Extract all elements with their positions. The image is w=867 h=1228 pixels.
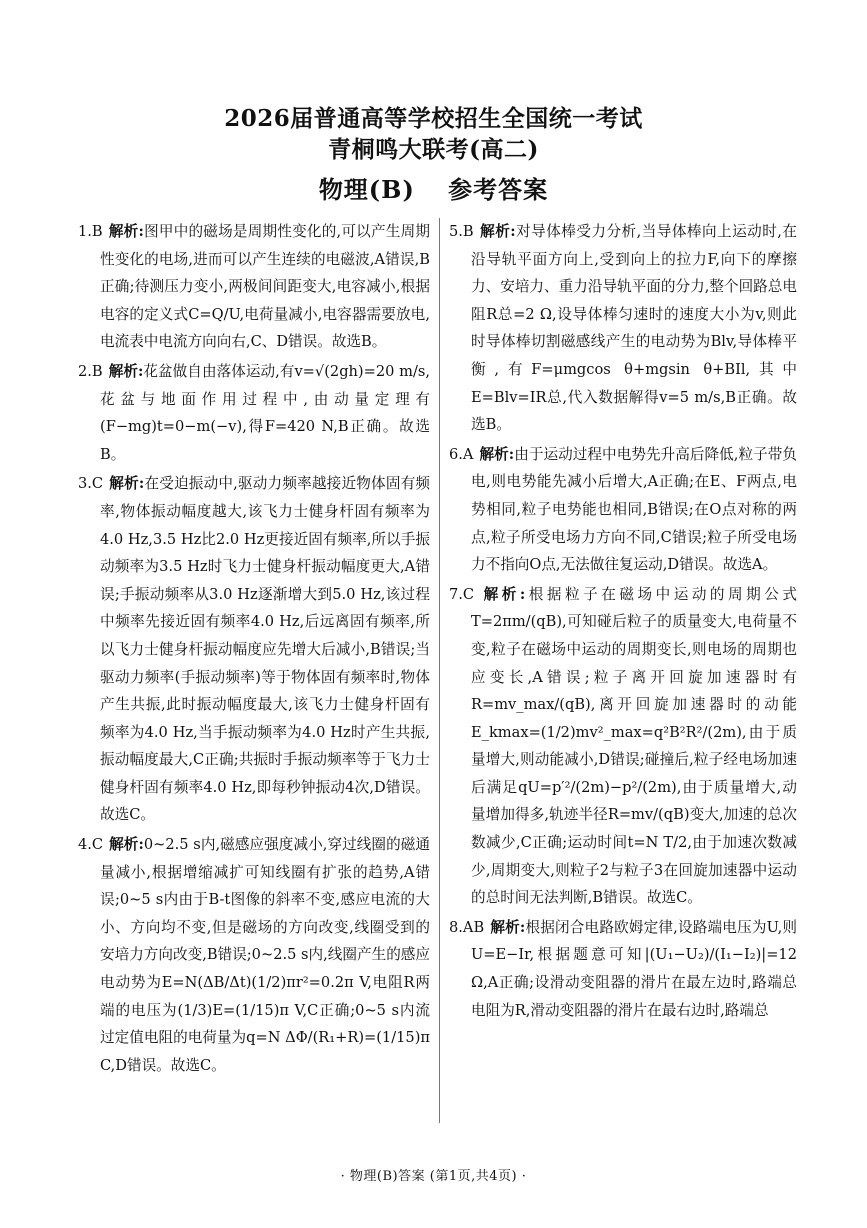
- analysis-label: 解析:: [479, 445, 515, 463]
- answer-item-6: [449, 441, 797, 579]
- question-number: 2.B: [78, 362, 103, 380]
- analysis-text: 在受迫振动中,驱动力频率越接近物体固有频率,物体振动幅度越大,该飞力士健身杆固有频率为4.0 Hz,3.5 Hz比2.0 Hz更接近固有频率,所以手振动频率为3.5 Hz时飞力士健身杆振动幅度更大,A错误;手振动频率从3.0 Hz逐渐增大到5.0 Hz,该过程中频率先接近固有频率4.0 Hz,后远离固有频率,所以飞力士健身杆振动幅度应先增大后减小,B错误;当驱动力频率(手振动频率)等于物体固有频率时,物体产生共振,此时振动幅度最大,该飞力士健身杆固有频率为4.0 Hz,当手振动频率为4.0 Hz时产生共振,振动幅度最大,C正确;共振时手振动频率等于飞力士健身杆固有频率4.0 Hz,即每秒钟振动4次,D错误。故选C。: [100, 475, 430, 824]
- analysis-text: 根据粒子在磁场中运动的周期公式T=2πm/(qB),可知碰后粒子的质量变大,电荷量不变,粒子在磁场中运动的周期变长,则电场的周期也应变长,A错误;粒子离开回旋加速器时有R=mv_max/(qB),离开回旋加速器时的动能E_kmax=(1/2)mv²_max=q²B²R²/(2m),由于质量增大,则动能减小,D错误;碰撞后,粒子经电场加速后满足qU=p′²/(2m)−p²/(2m),由于质量增大,动量增加得多,轨迹半径R=mv/(qB)变大,加速的总次数减少,C正确;运动时间t=N T/2,由于加速次数减少,周期变大,则粒子2与粒子3在回旋加速器中运动的总时间无法判断,B错误。故选C。: [471, 585, 797, 907]
- answer-item-7: [449, 581, 797, 912]
- question-number: 4.C: [78, 836, 104, 854]
- answer-title: 参考答案: [448, 175, 549, 204]
- question-number: 7.C: [449, 585, 475, 603]
- left-column: [78, 218, 430, 1081]
- answer-item-3: [78, 470, 430, 829]
- right-column: [449, 218, 797, 1026]
- subject-heading: [0, 170, 867, 205]
- analysis-text: 图甲中的磁场是周期性变化的,可以产生周期性变化的电场,进而可以产生连续的电磁波,A错误,B正确;待测压力变小,两极间间距变大,电容减小,根据电容的定义式C=Q/U,电荷量减小,电容器需要放电,电流表中电流方向向右,C、D错误。故选B。: [100, 223, 430, 351]
- column-divider: [439, 218, 440, 1123]
- answer-item-8: [449, 914, 797, 1024]
- answer-item-2: [78, 358, 430, 468]
- answer-item-5: [449, 218, 797, 439]
- answer-item-4: [78, 831, 430, 1079]
- question-number: 5.B: [449, 223, 474, 240]
- exam-subtitle: 青桐鸣大联考(高二): [328, 136, 539, 163]
- question-number: 1.B: [78, 223, 103, 240]
- analysis-text: 0~2.5 s内,磁感应强度减小,穿过线圈的磁通量减小,根据增缩减扩可知线圈有扩张的趋势,A错误;0~5 s内由于B-t图像的斜率不变,感应电流的大小、方向均不变,但是磁场的方向改变,线圈受到的安培力方向改变,B错误;0~2.5 s内,线圈产生的感应电动势为E=N(ΔB/Δt)(1/2)πr²=0.2π V,电阻R两端的电压为(1/3)E=(1/15)π V,C正确;0~5 s内流过定值电阻的电荷量为q=N ΔΦ/(R₁+R)=(1/15)π C,D错误。故选C。: [100, 836, 430, 1074]
- analysis-text: 花盆做自由落体运动,有v=√(2gh)=20 m/s,花盆与地面作用过程中,由动量定理有(F−mg)t=0−m(−v),得F=420 N,B正确。故选B。: [100, 362, 430, 463]
- analysis-text: 由于运动过程中电势先升高后降低,粒子带负电,则电势能先减小后增大,A正确;在E、F两点,电势相同,粒子电势能也相同,B错误;在O点对称的两点,粒子所受电场力方向不同,C错误;粒子所受电场力不指向O点,无法做往复运动,D错误。故选A。: [471, 445, 797, 574]
- analysis-label: 解析:: [479, 223, 516, 240]
- page-footer: · 物理(B)答案 (第1页,共4页) ·: [340, 1169, 527, 1184]
- exam-title: 2026届普通高等学校招生全国统一考试: [224, 105, 643, 132]
- question-number: 3.C: [78, 475, 104, 493]
- analysis-label: 解析:: [108, 223, 144, 240]
- question-number: 6.A: [449, 445, 474, 463]
- subject-name: 物理(B): [318, 175, 415, 204]
- analysis-label: 解析:: [490, 918, 526, 936]
- analysis-text: 对导体棒受力分析,当导体棒向上运动时,在沿导轨平面方向上,受到向上的拉力F,向下的摩擦力、安培力、重力沿导轨平面的分力,整个回路总电阻R总=2 Ω,设导体棒匀速时的速度大小为v,则此时导体棒切割磁感线产生的电动势为Blv,导体棒平衡,有F=μmgcos θ+mgsin θ+BIl,其中E=Blv=IR总,代入数据解得v=5 m/s,B正确。故选B。: [471, 223, 797, 434]
- analysis-label: 解析:: [108, 362, 144, 380]
- analysis-text: 根据闭合电路欧姆定律,设路端电压为U,则U=E−Ir,根据题意可知|(U₁−U₂)/(I₁−I₂)|=12 Ω,A正确;设滑动变阻器的滑片在最左边时,路端总电阻为R,滑动变阻器的滑片在最右边时,路端总: [471, 918, 797, 1019]
- question-number: 8.AB: [449, 918, 485, 936]
- answer-item-1: [78, 218, 430, 356]
- analysis-label: 解析:: [480, 585, 526, 603]
- analysis-label: 解析:: [109, 475, 145, 493]
- analysis-label: 解析:: [109, 836, 144, 854]
